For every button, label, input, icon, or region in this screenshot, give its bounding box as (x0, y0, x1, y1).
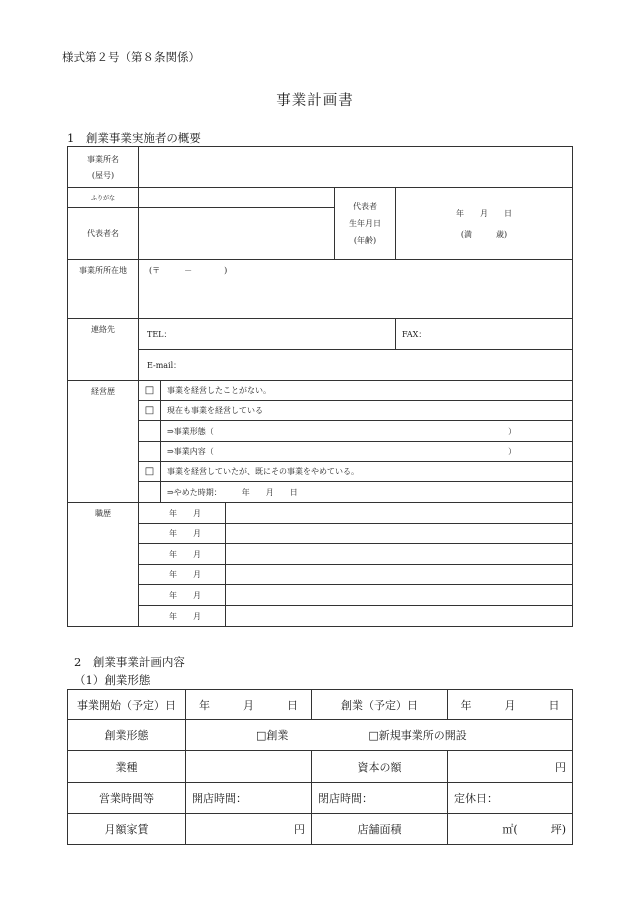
contact-label: 連絡先 (68, 319, 139, 381)
rep-name-label: 代表者名 (68, 208, 139, 260)
office-name-label: 事業所名 (屋号) (68, 147, 139, 188)
start-date-label: 事業開始（予定）日 (68, 690, 186, 720)
page-title: 事業計画書 (276, 93, 354, 109)
rent-field[interactable]: 円 (186, 814, 312, 845)
birth-date-field[interactable]: 年 月 日 (満 歳) (396, 188, 573, 260)
job-date-4[interactable]: 年 月 (139, 565, 226, 585)
checkbox-current-career[interactable]: □ (139, 401, 161, 421)
office-name-field[interactable] (139, 147, 573, 188)
checkbox-no-career[interactable]: □ (139, 381, 161, 401)
job-desc-5[interactable] (226, 585, 573, 606)
job-desc-3[interactable] (226, 544, 573, 565)
industry-label: 業種 (68, 751, 186, 783)
job-desc-2[interactable] (226, 524, 573, 544)
area-field[interactable]: ㎡( 坪) (448, 814, 573, 845)
capital-label: 資本の額 (312, 751, 448, 783)
option-founding[interactable]: □創業 (256, 729, 289, 742)
furigana-field[interactable] (139, 188, 335, 208)
job-history-label: 職歴 (68, 503, 139, 627)
section2-subheading: （1）創業形態 (74, 673, 151, 687)
business-form-field[interactable]: ⇒事業形態（ ） (161, 421, 573, 442)
closed-date-field[interactable]: ⇒やめた時期： 年 月 日 (161, 482, 573, 503)
job-date-3[interactable]: 年 月 (139, 544, 226, 565)
address-field[interactable]: (〒 － ) (139, 260, 573, 319)
founding-form-label: 創業形態 (68, 720, 186, 751)
close-time-field[interactable]: 閉店時間： (312, 783, 448, 814)
rent-label: 月額家賃 (68, 814, 186, 845)
overview-table (67, 146, 573, 627)
capital-field[interactable]: 円 (448, 751, 573, 783)
founding-date-field[interactable]: 年 月 日 (448, 690, 573, 720)
founding-date-label: 創業（予定）日 (312, 690, 448, 720)
option-new-office[interactable]: □新規事業所の開設 (368, 729, 467, 742)
open-time-field[interactable]: 開店時間： (186, 783, 312, 814)
email-field[interactable]: E-mail： (139, 350, 573, 381)
job-date-6[interactable]: 年 月 (139, 606, 226, 627)
address-label: 事業所所在地 (68, 260, 139, 319)
job-date-2[interactable]: 年 月 (139, 524, 226, 544)
job-desc-6[interactable] (226, 606, 573, 627)
area-label: 店舗面積 (312, 814, 448, 845)
rep-birth-label: 代表者 生年月日 (年齢) (335, 188, 396, 260)
job-date-1[interactable]: 年 月 (139, 503, 226, 524)
checkbox-past-career[interactable]: □ (139, 462, 161, 482)
section1-heading: 1 創業事業実施者の概要 (67, 131, 201, 145)
business-content-field[interactable]: ⇒事業内容（ ） (161, 442, 573, 462)
job-desc-4[interactable] (226, 565, 573, 585)
business-plan-table (67, 689, 573, 845)
option-past-career: 事業を経営していたが、既にその事業をやめている。 (161, 462, 573, 482)
furigana-label: ふりがな (68, 188, 139, 208)
tel-field[interactable]: TEL： (139, 319, 396, 350)
fax-field[interactable]: FAX： (396, 319, 573, 350)
career-label: 経営歴 (68, 381, 139, 503)
form-id: 様式第２号（第８条関係） (62, 50, 200, 64)
job-desc-1[interactable] (226, 503, 573, 524)
founding-form-options[interactable] (186, 720, 573, 751)
holiday-field[interactable]: 定休日： (448, 783, 573, 814)
start-date-field[interactable]: 年 月 日 (186, 690, 312, 720)
industry-field[interactable] (186, 751, 312, 783)
option-current-career: 現在も事業を経営している (161, 401, 573, 421)
section2-heading: 2 創業事業計画内容 (74, 655, 185, 669)
hours-label: 営業時間等 (68, 783, 186, 814)
rep-name-field[interactable] (139, 208, 335, 260)
job-date-5[interactable]: 年 月 (139, 585, 226, 606)
option-no-career: 事業を経営したことがない。 (161, 381, 573, 401)
